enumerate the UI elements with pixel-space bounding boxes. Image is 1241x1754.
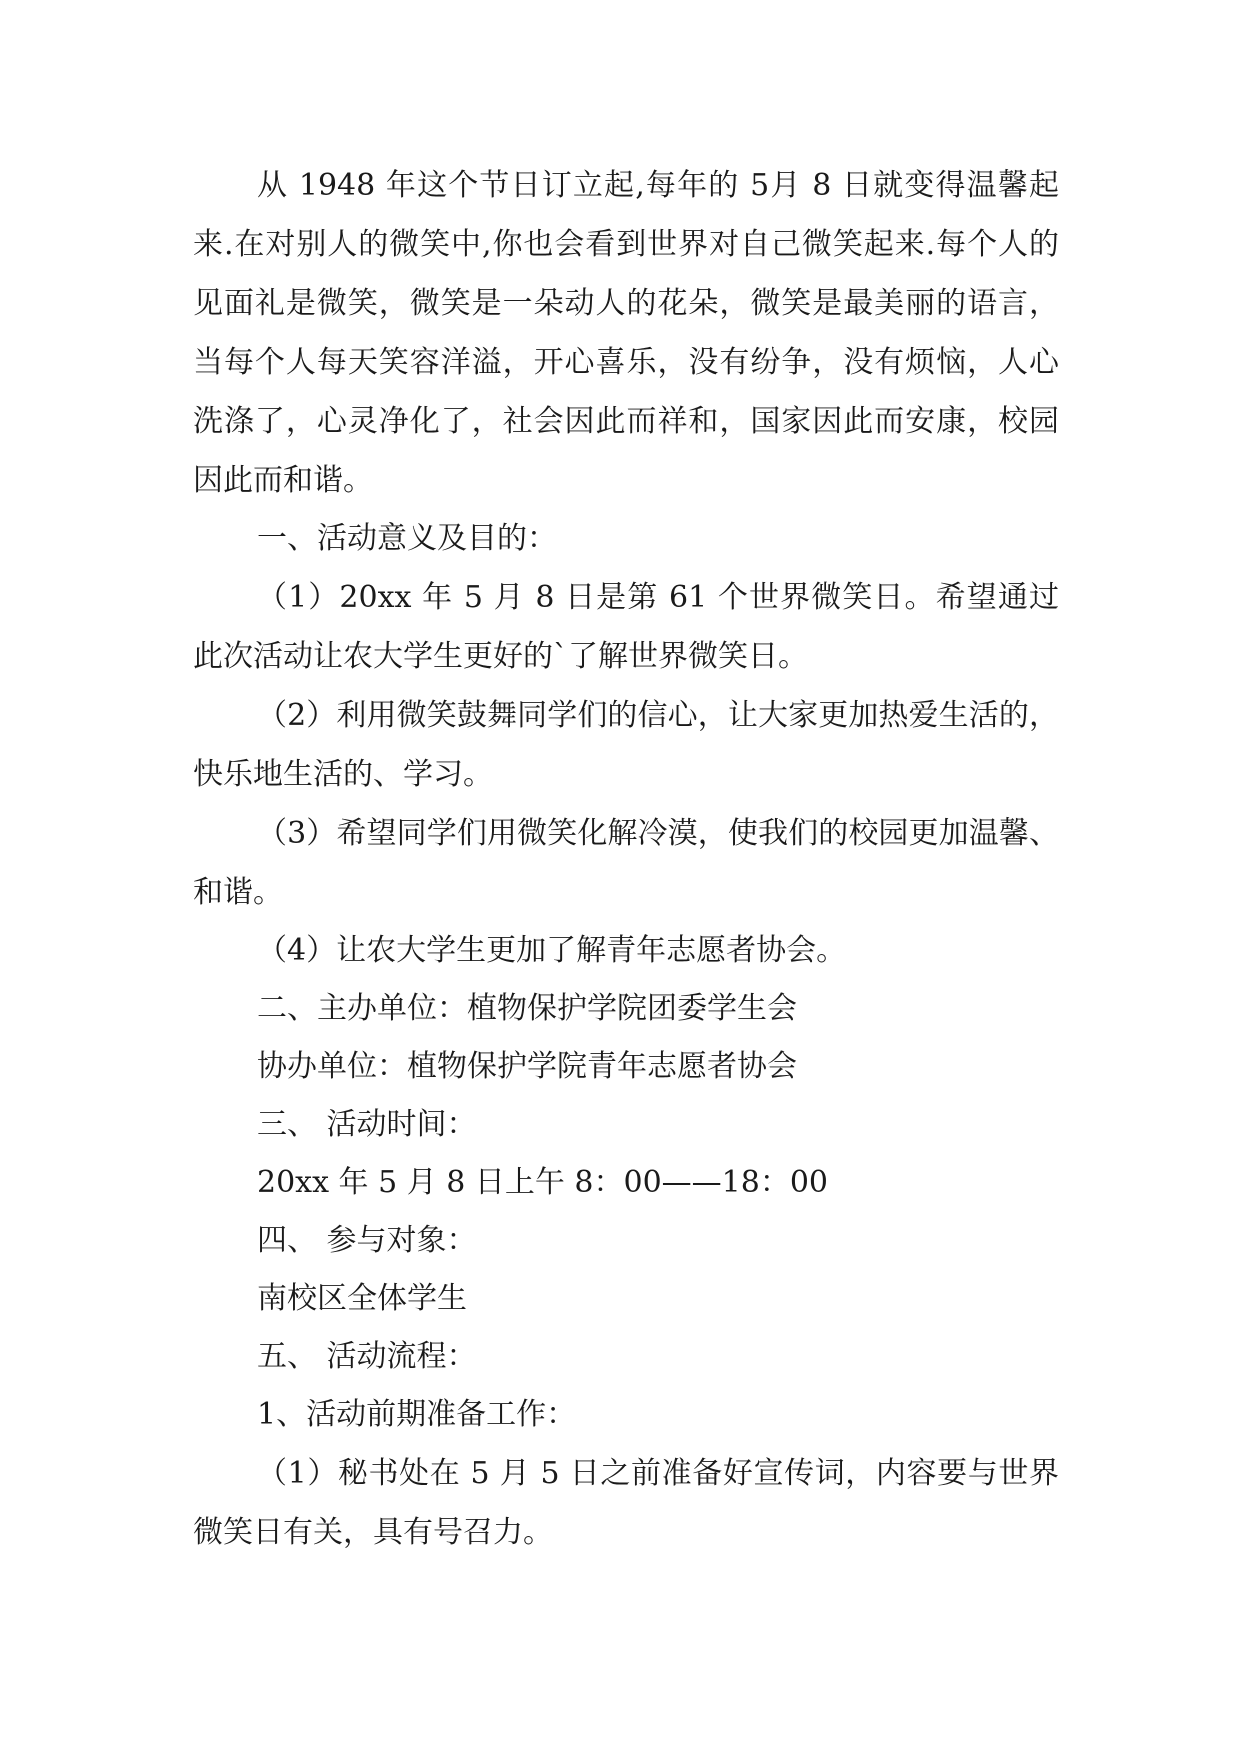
purpose-item-1: （1）20xx 年 5 月 8 日是第 61 个世界微笑日。希望通过此次活动让农大学生更好的`了解世界微笑日。: [193, 580, 1059, 674]
purpose-item-2: （2）利用微笑鼓舞同学们的信心，让大家更加热爱生活的，快乐地生活的、学习。: [193, 698, 1059, 792]
process-step-1-item-1: （1）秘书处在 5 月 5 日之前准备好宣传词，内容要与世界微笑日有关，具有号召力。: [193, 1456, 1059, 1550]
section-heading-process: 五、 活动流程：: [257, 1339, 477, 1374]
section-heading-purpose: 一、活动意义及目的：: [257, 521, 557, 556]
purpose-item-4: （4）让农大学生更加了解青年志愿者协会。: [257, 933, 847, 968]
co-organizer-line: 协办单位：植物保护学院青年志愿者协会: [257, 1049, 797, 1084]
process-step-1-heading: 1、活动前期准备工作：: [257, 1397, 577, 1432]
purpose-item-3: （3）希望同学们用微笑化解冷漠，使我们的校园更加温馨、和谐。: [193, 816, 1059, 910]
participants-value: 南校区全体学生: [257, 1281, 467, 1316]
activity-time-value: 20xx 年 5 月 8 日上午 8：00——18：00: [257, 1165, 829, 1200]
section-heading-time: 三、 活动时间：: [257, 1107, 477, 1142]
section-heading-participants: 四、 参与对象：: [257, 1223, 477, 1258]
section-heading-organizer: 二、主办单位：植物保护学院团委学生会: [257, 991, 797, 1026]
document-body: [193, 156, 1059, 1562]
intro-paragraph: 从 1948 年这个节日订立起,每年的 5月 8 日就变得温馨起来.在对别人的微笑中,你也会看到世界对自己微笑起来.每个人的见面礼是微笑，微笑是一朵动人的花朵，微笑是最美丽的语言，当每个人每天笑容洋溢，开心喜乐，没有纷争，没有烦恼，人心洗涤了，心灵净化了，社会因此而祥和，国家因此而安康，校园因此而和谐。: [193, 168, 1059, 498]
